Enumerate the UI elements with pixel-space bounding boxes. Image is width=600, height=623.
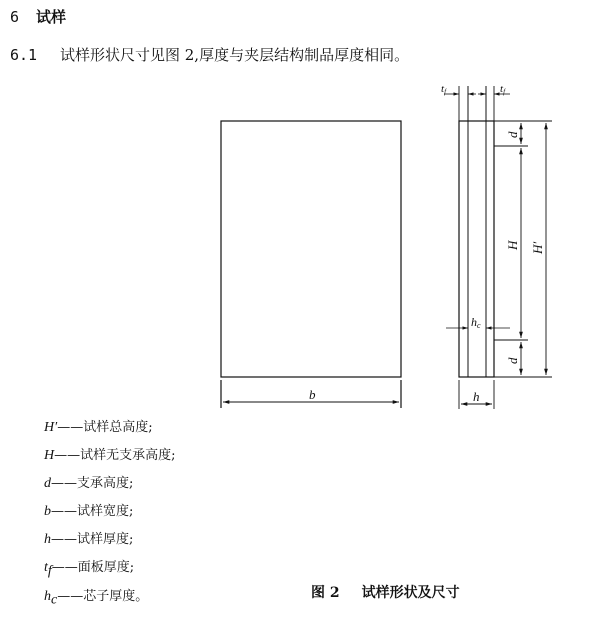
label-hc: hc bbox=[471, 315, 481, 330]
legend-row: H′——试样总高度; bbox=[44, 420, 153, 435]
label-h: h bbox=[473, 389, 480, 404]
legend-row: h——试样厚度; bbox=[44, 532, 134, 548]
legend-row: $h_c——$芯子厚度。 bbox=[44, 588, 149, 608]
label-H-prime: H′ bbox=[530, 241, 545, 254]
clause-text: 试样形状尺寸见图 2,厚度与夹层结构制品厚度相同。 bbox=[60, 46, 410, 64]
label-d-bottom: d bbox=[505, 357, 520, 364]
caption-title: 试样形状及尺寸 bbox=[361, 585, 460, 601]
legend-row: d——支承高度; bbox=[44, 476, 134, 492]
label-tf-right: tf bbox=[500, 83, 506, 96]
specimen-front-view bbox=[221, 121, 401, 377]
label-H: H bbox=[505, 240, 520, 250]
label-b: b bbox=[309, 387, 316, 402]
legend-row: b——试样宽度; bbox=[44, 504, 134, 520]
figure-caption bbox=[311, 582, 460, 602]
specimen-side-view bbox=[459, 121, 494, 377]
label-d-top: d bbox=[505, 131, 520, 138]
label-tf-left: tf bbox=[441, 83, 447, 96]
caption-label: 图 2 bbox=[311, 585, 340, 601]
legend-row: H——试样无支承高度; bbox=[44, 448, 176, 464]
section-number: 6 bbox=[10, 8, 20, 26]
symbol-legend bbox=[44, 416, 176, 613]
legend-row: $t_f——$面板厚度; bbox=[44, 560, 135, 580]
section-title: 试样 bbox=[36, 8, 67, 26]
clause-number: 6.1 bbox=[10, 46, 38, 64]
